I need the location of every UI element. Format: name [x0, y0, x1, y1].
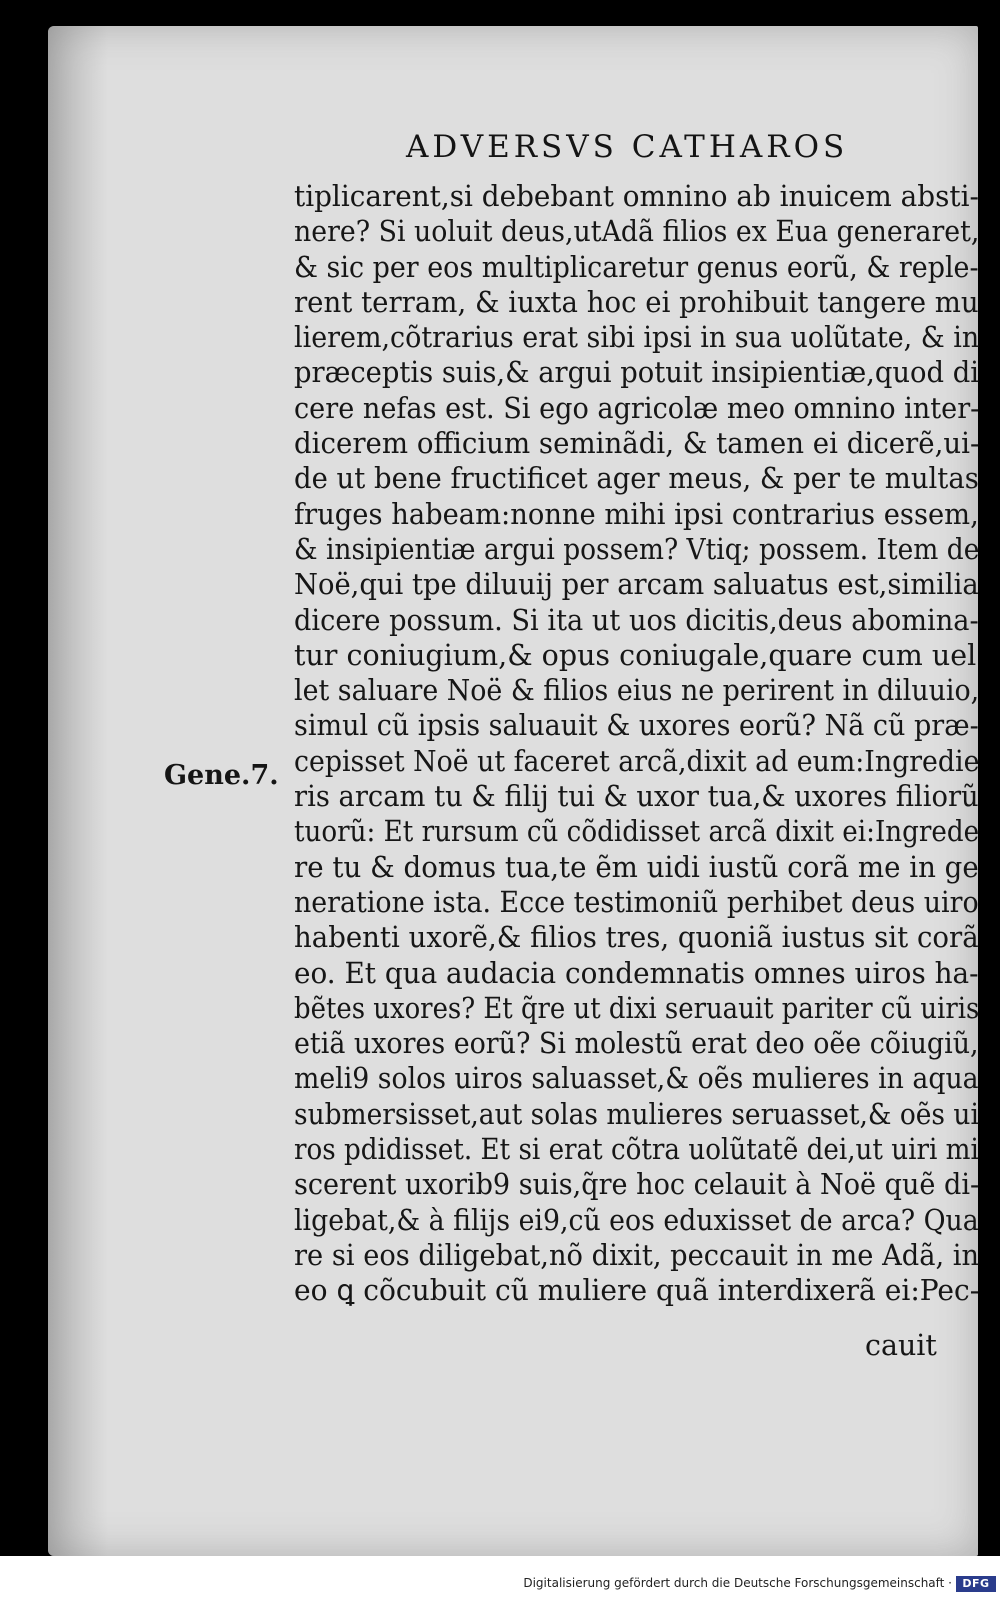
text-line: Noë,qui tpe diluuij per arcam saluatus est,similia: [294, 568, 979, 602]
text-line: cepisset Noë ut faceret arcã,dixit ad eum:Ingredie: [294, 744, 980, 778]
text-line: ros pdidisset. Et si erat cõtra uolũtatẽ dei,ut uiri mi: [294, 1133, 979, 1167]
text-line: scerent uxorib9 suis,q̃re hoc celauit à Noë quẽ di-: [294, 1168, 980, 1202]
text-line: bẽtes uxores? Et q̃re ut dixi seruauit pariter cũ uiris: [294, 991, 980, 1025]
text-line: ligebat,& à filijs ei9,cũ eos eduxisset de arca? Qua: [294, 1203, 979, 1237]
text-line: nere? Si uoluit deus,utAdã filios ex Eua generaret,: [294, 215, 980, 249]
margin-note: Gene.7.: [164, 760, 279, 791]
funding-credit: Digitalisierung gefördert durch die Deutsche Forschungsgemeinschaft ·: [523, 1576, 952, 1590]
text-line: fruges habeam:nonne mihi ipsi contrarius essem,: [294, 497, 979, 531]
text-line: rent terram, & iuxta hoc ei prohibuit tangere mu: [294, 285, 979, 319]
text-line: let saluare Noë & filios eius ne perirent in diluuio,: [294, 674, 980, 708]
text-line: ris arcam tu & filij tui & uxor tua,& uxores filiorũ: [294, 780, 979, 814]
text-line: simul cũ ipsis saluauit & uxores eorũ? Nã cũ præ-: [294, 709, 979, 743]
text-line: de ut bene fructificet ager meus, & per te multas: [294, 462, 979, 496]
text-line: neratione ista. Ecce testimoniũ perhibet deus uiro: [294, 885, 979, 919]
text-line: eo. Et qua audacia condemnatis omnes uiros ha-: [294, 956, 979, 990]
text-block: [294, 179, 979, 1309]
text-line: dicerem officium seminãdi, & tamen ei dicerẽ,ui-: [294, 427, 980, 461]
dfg-logo: DFG: [956, 1576, 996, 1592]
text-line: tur coniugium,& opus coniugale,quare cum uel: [294, 638, 977, 672]
text-line: re tu & domus tua,te ẽm uidi iustũ corã me in ge: [294, 850, 979, 884]
text-line: cere nefas est. Si ego agricolæ meo omnino inter-: [294, 391, 980, 425]
text-line: etiã uxores eorũ? Si molestũ erat deo oẽe cõiugiũ,: [294, 1027, 979, 1061]
text-line: submersisset,aut solas mulieres seruasset,& oẽs ui: [294, 1097, 979, 1131]
text-line: & insipientiæ argui possem? Vtiq; possem. Item de: [294, 532, 980, 566]
text-line: eo ꝗ cõcubuit cũ muliere quã interdixerã ei:Pec-: [294, 1274, 980, 1308]
running-head: ADVERSVS CATHAROS: [406, 129, 849, 165]
book-page: [48, 26, 978, 1556]
text-line: tuorũ: Et rursum cũ cõdidisset arcã dixit ei:Ingrede: [294, 815, 980, 849]
text-line: tiplicarent,si debebant omnino ab inuicem absti-: [294, 180, 979, 213]
text-line: re si eos diligebat,nõ dixit, peccauit in me Adã, in: [294, 1238, 980, 1272]
text-line: lierem,cõtrarius erat sibi ipsi in sua uolũtate, & in: [294, 321, 980, 355]
catchword: cauit: [865, 1329, 937, 1362]
text-line: & sic per eos multiplicaretur genus eorũ, & reple-: [294, 250, 979, 284]
text-line: meli9 solos uiros saluasset,& oẽs mulieres in aqua: [294, 1062, 979, 1096]
text-line: præceptis suis,& argui potuit insipientiæ,quod di: [294, 356, 980, 390]
footer-bar: [0, 1556, 1000, 1603]
text-line: dicere possum. Si ita ut uos dicitis,deus abomina-: [294, 603, 979, 637]
text-line: habenti uxorẽ,& filios tres, quoniã iustus sit corã: [294, 921, 979, 955]
